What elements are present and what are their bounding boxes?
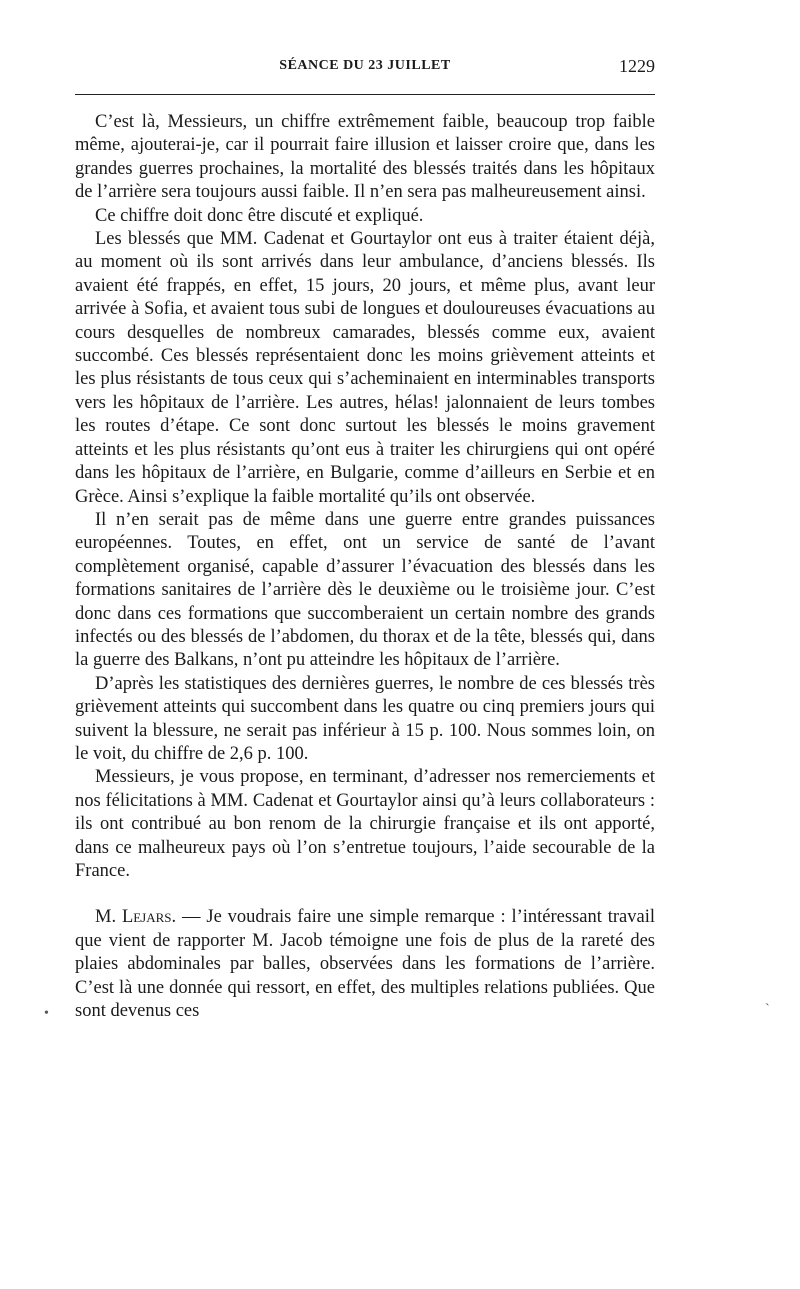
paragraph: C’est là, Messieurs, un chiffre extrêmement faible, beaucoup trop faible même, ajouterai-je, car il pourrait faire illusion et laisser croire que, dans les grandes guerres prochaines, la mortalité des blessés traités dans les hôpitaux de l’arrière sera toujours aussi faible. Il n’en sera pas malheureusement ainsi. [75,112,655,203]
speaker-text: — Je voudrais faire une simple remarque : l’intéressant travail que vient de rapporter M. Jacob témoigne une fois de plus de la rareté des plaies abdominales par balles, observées dans les formations de l’arrière. C’est là une donnée qui ressort, en effet, des multiples relations publiées. Que sont devenus ces [75,907,655,1022]
header-rule [75,94,655,95]
page-number: 1229 [619,56,655,76]
speaker-paragraph [75,906,655,1023]
margin-dot: • [44,1006,49,1021]
paragraph: Il n’en serait pas de même dans une guerre entre grandes puissances européennes. Toutes, en effet, ont un service de santé de l’avant complètement organisé, capable d’assurer l’évacuation des blessés dans les formations sanitaires de l’arrière dès le deuxième ou le troisième jour. C’est donc dans ces formations que succomberaient un certain nombre des grands infectés ou des blessés de l’abdomen, du thorax et de la tête, blessés qui, dans la guerre des Balkans, n’ont pu atteindre les hôpitaux de l’arrière. [75,509,655,671]
page-header [75,58,655,82]
body-text [75,111,655,1023]
paragraph: D’après les statistiques des dernières guerres, le nombre de ces blessés très grièvement atteints qui succombent dans les quatre ou cinq premiers jours qui suivent la blessure, ne serait pas inférieur à 15 p. 100. Nous sommes loin, on le voit, du chiffre de 2,6 p. 100. [75,673,655,764]
paragraph: Messieurs, je vous propose, en terminant, d’adresser nos remerciements et nos félicitations à MM. Cadenat et Gourtaylor ainsi qu’à leurs collaborateurs : ils ont contribué au bon renom de la chirurgie française et ils ont apporté, dans ce malheureux pays où l’on s’entretue toujours, l’aide secourable de la France. [75,767,655,881]
paragraph: Ce chiffre doit donc être discuté et expliqué. [95,205,424,226]
paragraph: Les blessés que MM. Cadenat et Gourtaylor ont eus à traiter étaient déjà, au moment où ils sont arrivés dans leur ambulance, d’anciens blessés. Ils avaient été frappés, en effet, 15 jours, 20 jours, et même plus, avant leur arrivée à Sofia, et avaient tous subi de longues et douloureuses évacuations au cours desquelles de nombreux camarades, blessés comme eux, avaient succombé. Ces blessés représentaient donc les moins grièvement atteints et les plus résistants de tous ceux qui s’acheminaient en interminables transports vers les hôpitaux de l’arrière. Les autres, hélas! jalonnaient de leurs tombes les routes d’étape. Ce sont donc surtout les blessés le moins gravement atteints et les plus résistants qu’ont eus à traiter les chirurgiens qui ont opéré dans les hôpitaux de l’arrière, en Bulgarie, comme d’ailleurs en Serbie et en Grèce. Ainsi s’explique la faible mortalité qu’ils ont observée. [75,229,655,507]
margin-tick: ˋ [765,1002,770,1017]
speaker-name: M. Lejars. [95,907,177,928]
running-title: SÉANCE DU 23 JUILLET [279,58,451,73]
